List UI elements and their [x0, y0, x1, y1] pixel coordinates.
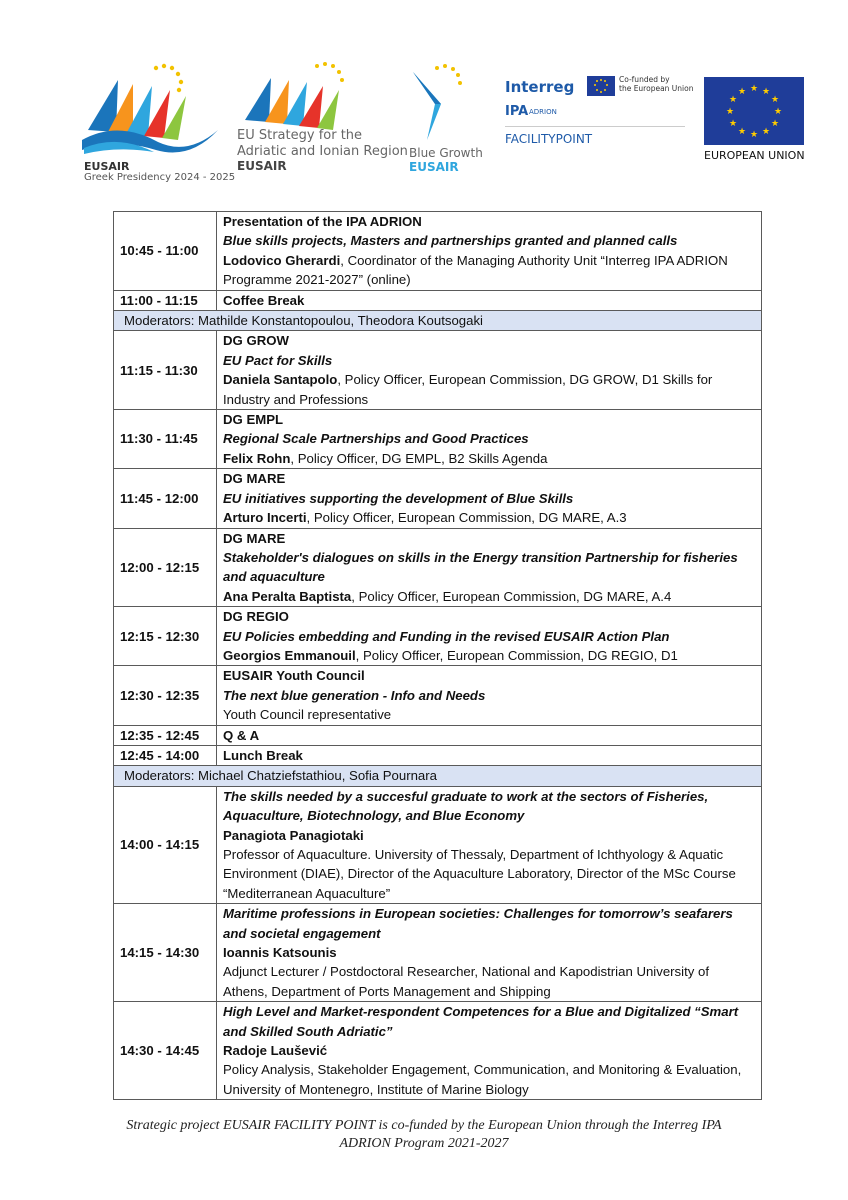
session-org: DG MARE	[223, 471, 286, 487]
session-org: DG REGIO	[223, 609, 289, 625]
svg-text:★: ★	[770, 95, 780, 105]
svg-text:★: ★	[737, 127, 747, 137]
session-details	[217, 607, 762, 666]
eu-strategy-logo	[235, 60, 408, 185]
svg-text:★: ★	[728, 119, 738, 129]
eusair-presidency-logo	[78, 60, 236, 185]
session-time: 10:45 - 11:00	[114, 212, 217, 291]
session-details	[217, 904, 762, 1002]
svg-text:★: ★	[761, 87, 771, 97]
session-time: 14:30 - 14:45	[114, 1002, 217, 1100]
session-time: 12:45 - 14:00	[114, 745, 217, 765]
session-title: Maritime professions in European societies: Challenges for tomorrow’s seafarers and societal engagement	[223, 906, 733, 941]
session-row	[114, 1002, 762, 1100]
blue-growth-logo	[405, 60, 495, 185]
session-row	[114, 331, 762, 410]
session-speaker: Youth Council representative	[223, 707, 392, 723]
strategy-line-3: EUSAIR	[237, 159, 287, 173]
session-title: EU Policies embedding and Funding in the revised EUSAIR Action Plan	[223, 628, 670, 644]
speaker-affiliation: Professor of Aquaculture. University of Thessaly, Department of Ichthyology & Aquatic Environment (DIAE), Director of the Aquaculture Laboratory, Director of the MSc Course “Mediterranean Aquaculture”	[223, 847, 736, 901]
session-time: 12:30 - 12:35	[114, 666, 217, 725]
session-speaker	[223, 508, 755, 527]
session-row	[114, 410, 762, 469]
svg-text:★: ★	[728, 95, 738, 105]
session-details	[217, 528, 762, 607]
session-time: 11:00 - 11:15	[114, 290, 217, 310]
session-org: DG GROW	[223, 333, 289, 349]
speaker-role: , Policy Officer, European Commission, DG MARE, A.4	[351, 588, 672, 604]
break-row	[114, 745, 762, 765]
blue-growth-line-2: EUSAIR	[409, 160, 459, 174]
speaker-name: Ana Peralta Baptista	[223, 588, 352, 604]
session-details	[217, 1002, 762, 1100]
eu-flag-icon	[704, 77, 804, 145]
session-time: 12:00 - 12:15	[114, 528, 217, 607]
session-time: 11:30 - 11:45	[114, 410, 217, 469]
session-details	[217, 212, 762, 291]
break-row	[114, 290, 762, 310]
session-row	[114, 212, 762, 291]
speaker-name: Radoje Laušević	[223, 1043, 328, 1059]
moderators-row	[114, 766, 762, 786]
speaker-role: , Policy Officer, European Commission, DG REGIO, D1	[355, 647, 678, 663]
session-speaker	[223, 646, 755, 665]
qa-label: Q & A	[217, 725, 762, 745]
session-title: EU initiatives supporting the development of Blue Skills	[223, 490, 574, 506]
speaker-name: Ioannis Katsounis	[223, 945, 337, 961]
break-row	[114, 725, 762, 745]
speaker-name: Arturo Incerti	[223, 510, 307, 526]
session-title: Regional Scale Partnerships and Good Practices	[223, 431, 529, 447]
svg-text:★: ★	[737, 87, 747, 97]
strategy-line-1: EU Strategy for the	[237, 128, 363, 143]
break-label: Coffee Break	[217, 290, 762, 310]
speaker-role: , Policy Officer, DG EMPL, B2 Skills Agenda	[290, 450, 548, 466]
cofunded-line-2: the European Union	[619, 84, 694, 93]
moderators-row	[114, 311, 762, 331]
session-row	[114, 528, 762, 607]
session-details	[217, 666, 762, 725]
blue-growth-sail-icon	[405, 60, 495, 140]
session-row	[114, 904, 762, 1002]
strategy-sails-icon	[235, 60, 375, 130]
european-union-logo	[704, 77, 806, 177]
session-org: DG EMPL	[223, 412, 284, 428]
interreg-wordmark: Interreg	[505, 78, 575, 96]
session-row	[114, 786, 762, 903]
svg-text:★: ★	[761, 127, 771, 137]
moderators-label: Moderators: Mathilde Konstantopoulou, Theodora Koutsogaki	[114, 311, 762, 331]
session-speaker	[223, 370, 755, 409]
facility-point-wordmark: FACILITYPOINT	[505, 132, 593, 146]
svg-text:★: ★	[749, 130, 759, 140]
session-speaker	[223, 449, 755, 468]
programme-table	[113, 211, 762, 1100]
break-label: Lunch Break	[217, 745, 762, 765]
session-time: 11:15 - 11:30	[114, 331, 217, 410]
interreg-facility-logo	[505, 70, 694, 170]
cofunded-line-1: Co-funded by	[619, 75, 670, 84]
funding-footer: Strategic project EUSAIR FACILITY POINT is co-funded by the European Union through the Interreg IPA ADRION Program 2021-2027	[126, 1118, 722, 1151]
session-org: EUSAIR Youth Council	[223, 668, 365, 684]
speaker-name: Lodovico Gherardi	[223, 252, 341, 268]
session-title: Blue skills projects, Masters and partnerships granted and planned calls	[223, 233, 678, 249]
svg-text:★: ★	[770, 119, 780, 129]
session-org: DG MARE	[223, 530, 286, 546]
speaker-affiliation: Adjunct Lecturer / Postdoctoral Researcher, National and Kapodistrian University of Athens, Department of Ports Management and Shipping	[223, 964, 709, 999]
logo-header	[0, 60, 848, 185]
speaker-role: , Coordinator of the Managing Authority Unit “Interreg IPA ADRION Programme 2021-2027” (online)	[223, 252, 728, 288]
eu-flag-small-icon	[587, 76, 615, 96]
speaker-name: Panagiota Panagiotaki	[223, 827, 364, 843]
session-title: EU Pact for Skills	[223, 352, 333, 368]
session-row	[114, 607, 762, 666]
session-details	[217, 331, 762, 410]
adrion-wordmark: ADRION	[529, 108, 557, 116]
speaker-name: Felix Rohn	[223, 450, 291, 466]
european-union-label: EUROPEAN UNION	[704, 149, 805, 162]
session-row	[114, 469, 762, 528]
eusair-wordmark: EUSAIR	[84, 160, 130, 173]
moderators-label: Moderators: Michael Chatziefstathiou, Sofia Pournara	[114, 766, 762, 786]
svg-text:★: ★	[749, 84, 759, 94]
svg-text:★: ★	[773, 107, 783, 117]
session-title: Stakeholder's dialogues on skills in the Energy transition Partnership for fisheries and aquaculture	[223, 549, 738, 585]
speaker-name: Georgios Emmanouil	[223, 647, 356, 663]
session-title: The skills needed by a succesful graduate to work at the sectors of Fisheries, Aquaculture, Biotechnology, and Blue Economy	[223, 788, 709, 824]
presidency-subtitle: Greek Presidency 2024 - 2025	[84, 172, 236, 183]
session-title: The next blue generation - Info and Needs	[223, 687, 486, 703]
speaker-name: Daniela Santapolo	[223, 372, 338, 388]
session-time: 14:00 - 14:15	[114, 786, 217, 903]
session-details	[217, 786, 762, 903]
speaker-role: , Policy Officer, European Commission, DG MARE, A.3	[306, 510, 627, 526]
sails-icon	[78, 60, 228, 155]
svg-text:★: ★	[725, 107, 735, 117]
session-time: 12:15 - 12:30	[114, 607, 217, 666]
session-title: High Level and Market-respondent Competences for a Blue and Digitalized “Smart and Skilled South Adriatic”	[223, 1004, 739, 1039]
session-row	[114, 666, 762, 725]
session-time: 14:15 - 14:30	[114, 904, 217, 1002]
session-time: 12:35 - 12:45	[114, 725, 217, 745]
session-time: 11:45 - 12:00	[114, 469, 217, 528]
blue-growth-line-1: Blue Growth	[409, 146, 483, 160]
session-details	[217, 410, 762, 469]
session-speaker	[223, 251, 755, 290]
speaker-role: , Policy Officer, European Commission, DG GROW, D1 Skills for Industry and Professions	[223, 372, 713, 407]
ipa-wordmark: IPA	[505, 104, 529, 119]
logo-divider	[505, 126, 685, 127]
session-speaker	[223, 587, 755, 606]
speaker-affiliation: Policy Analysis, Stakeholder Engagement, Communication, and Monitoring & Evaluation, University of Montenegro, Institute of Marine Biology	[223, 1062, 742, 1097]
session-org: Presentation of the IPA ADRION	[223, 214, 422, 229]
strategy-line-2: Adriatic and Ionian Region	[237, 144, 408, 159]
session-details	[217, 469, 762, 528]
